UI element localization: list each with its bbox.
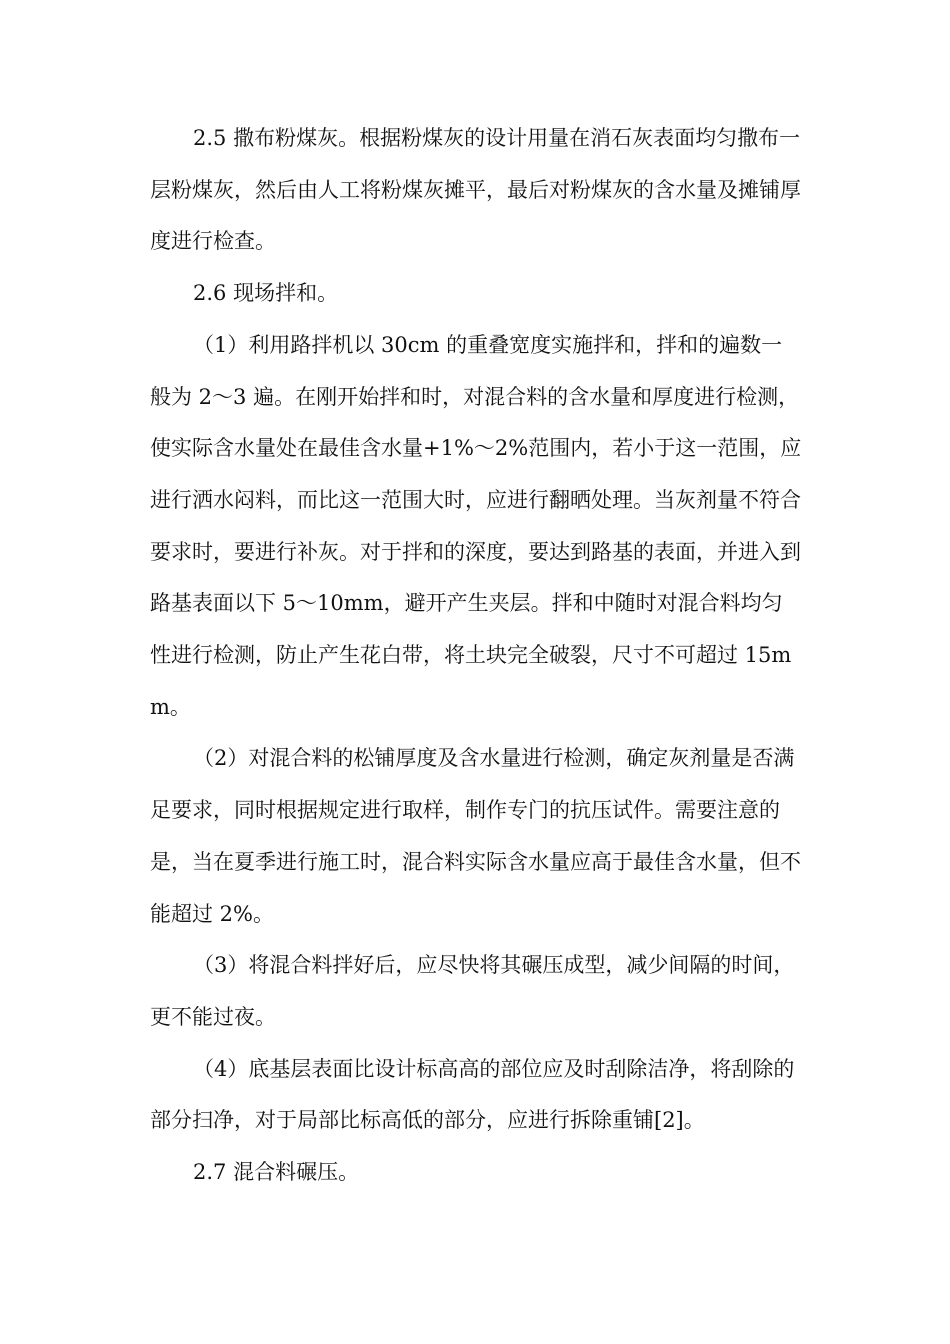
paragraph-2-6-heading: 2.6 现场拌和。 [193,281,339,306]
paragraph-2-6-item-2: （2）对混合料的松铺厚度及含水量进行检测，确定灰剂量是否满足要求，同时根据规定进行取样，制作专门的抗压试件。需要注意的是，当在夏季进行施工时，混合料实际含水量应高于最佳含水量，但不能超过 2%。 [150,746,801,926]
paragraph-2-7-heading: 2.7 混合料碾压。 [193,1160,360,1185]
paragraph-2-6-item-4: （4）底基层表面比设计标高高的部位应及时刮除洁净，将刮除的部分扫净，对于局部比标高低的部分，应进行拆除重铺[2]。 [150,1056,795,1133]
paragraph-2-5: 2.5 撒布粉煤灰。根据粉煤灰的设计用量在消石灰表面均匀撒布一层粉煤灰，然后由人工将粉煤灰摊平，最后对粉煤灰的含水量及摊铺厚度进行检查。 [150,126,801,254]
document-body [150,113,802,1199]
paragraph-2-6-item-3: （3）将混合料拌好后，应尽快将其碾压成型，减少间隔的时间，更不能过夜。 [150,953,795,1029]
paragraph-2-6-item-1: （1）利用路拌机以 30cm 的重叠宽度实施拌和，拌和的遍数一般为 2～3 遍。在刚开始拌和时，对混合料的含水量和厚度进行检测，使实际含水量处在最佳含水量+1%～2%范围内，若小于这一范围，应进行洒水闷料，而比这一范围大时，应进行翻晒处理。当灰剂量不符合要求时，要进行补灰。对于拌和的深度，要达到路基的表面，并进入到路基表面以下 5～10mm，避开产生夹层。拌和中随时对混合料均匀性进行检测，防止产生花白带，将土块完全破裂，尺寸不可超过 15mm。 [150,332,802,719]
